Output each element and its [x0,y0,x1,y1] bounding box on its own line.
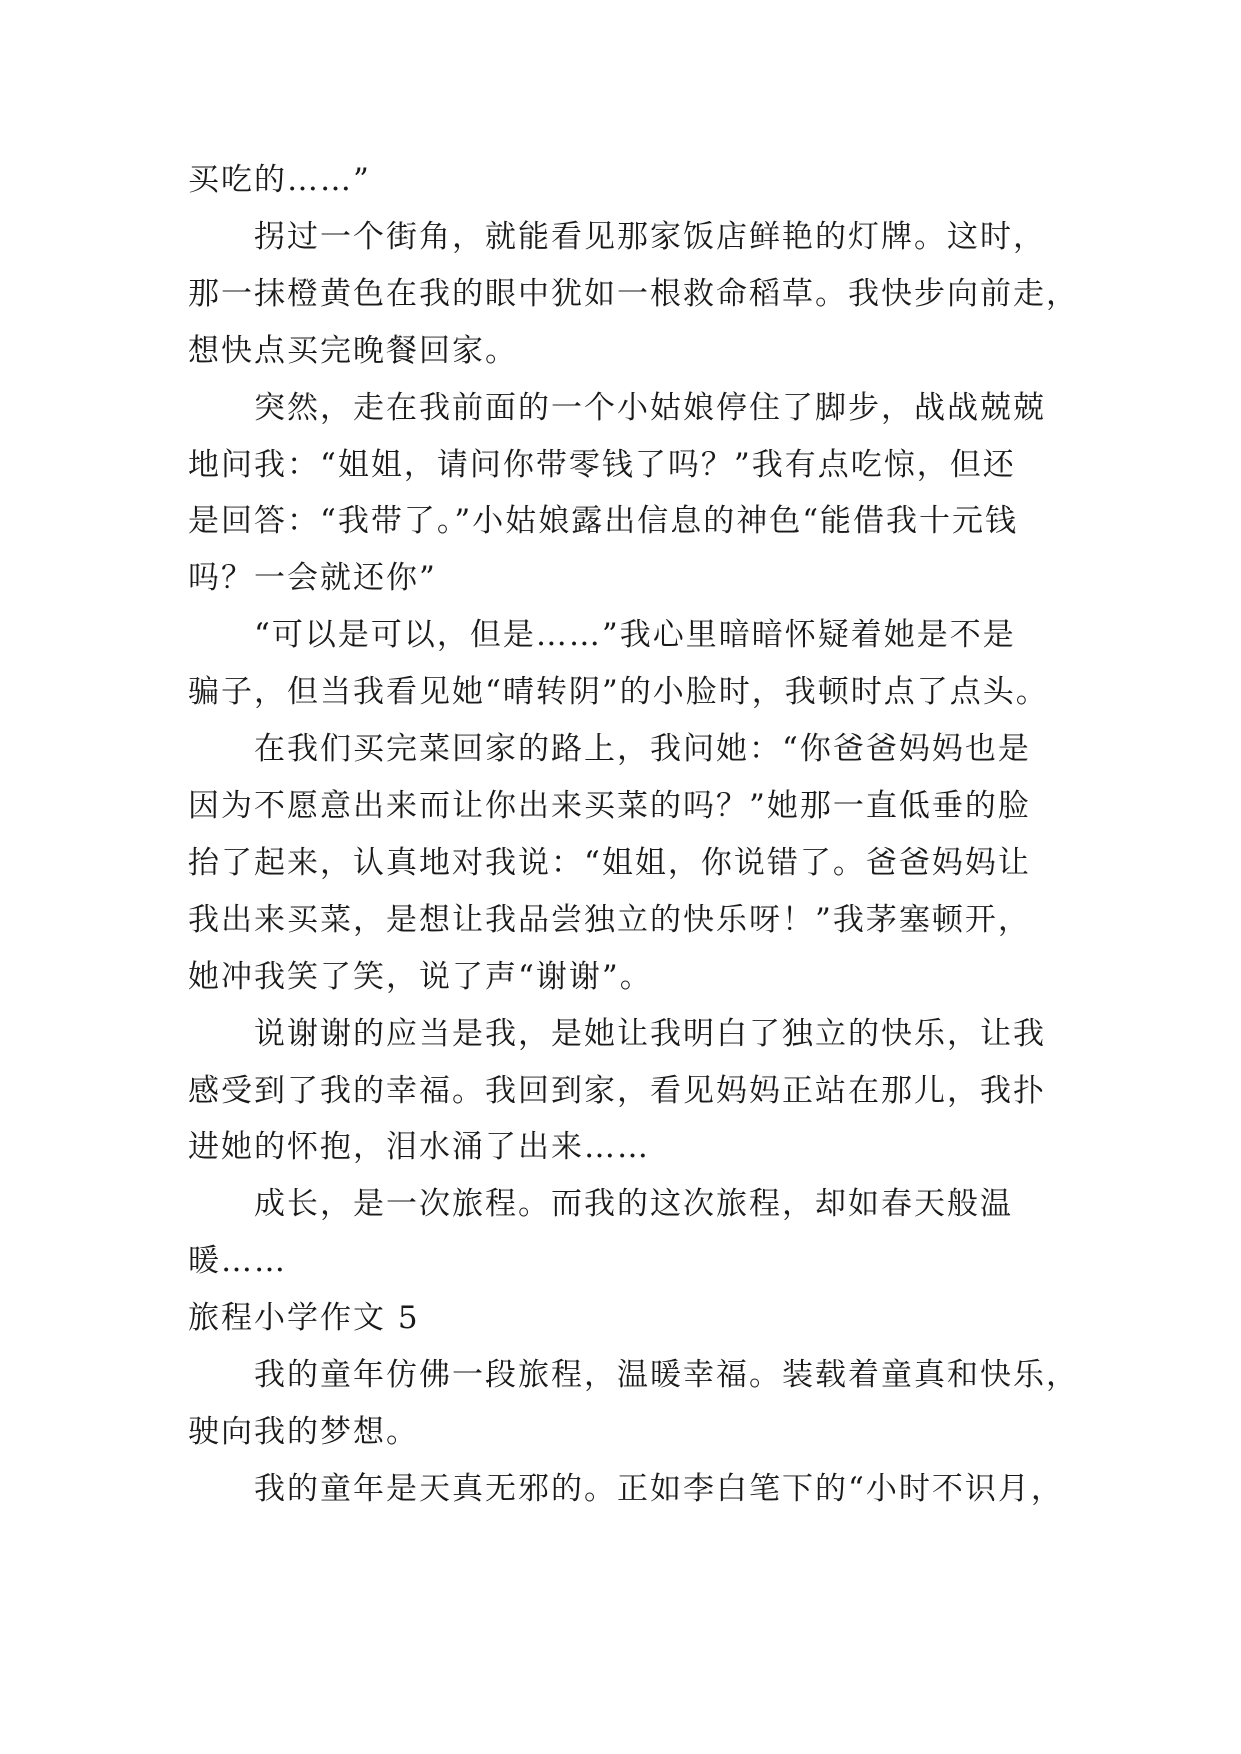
paragraph-4 [188,607,1088,721]
text-line: 骗子，但当我看见她“晴转阴”的小脸时，我顿时点了点头。 [188,674,1049,711]
text-line: 在我们买完菜回家的路上，我问她：“你爸爸妈妈也是 [254,731,1031,768]
paragraph-9 [188,1461,1088,1518]
text-line: 吗？一会就还你” [188,560,437,597]
paragraph-8 [188,1347,1088,1461]
text-line: 进她的怀抱，泪水涌了出来…… [188,1129,650,1166]
text-line: “可以是可以，但是……”我心里暗暗怀疑着她是不是 [254,617,1016,654]
text-line: 她冲我笑了笑，说了声“谢谢”。 [188,958,653,995]
text-line: 我的童年是天真无邪的。正如李白笔下的“小时不识月， [254,1470,1064,1507]
text-line: 是回答：“我带了。”小姑娘露出信息的神色“能借我十元钱 [188,503,1019,540]
text-line: 我的童年仿佛一段旅程，温暖幸福。装载着童真和快乐， [254,1357,1079,1394]
paragraph-6 [188,1006,1088,1177]
text-line: 暖…… [188,1243,287,1280]
text-line: 驶向我的梦想。 [188,1413,419,1450]
text-line: 那一抹橙黄色在我的眼中犹如一根救命稻草。我快步向前走， [188,275,1079,312]
text-line: 成长，是一次旅程。而我的这次旅程，却如春天般温 [254,1186,1013,1223]
paragraph-3 [188,380,1088,608]
paragraph-5 [188,721,1088,1006]
paragraph-1 [188,152,1088,209]
text-line: 感受到了我的幸福。我回到家，看见妈妈正站在那儿，我扑 [188,1072,1046,1109]
text-line: 拐过一个街角，就能看见那家饭店鲜艳的灯牌。这时， [254,218,1046,255]
text-line: 说谢谢的应当是我，是她让我明白了独立的快乐，让我 [254,1015,1046,1052]
text-line: 买吃的……” [188,162,371,198]
section-heading [188,1290,1088,1347]
paragraph-2 [188,209,1088,380]
text-line: 突然，走在我前面的一个小姑娘停住了脚步，战战兢兢 [254,389,1046,426]
text-line: 地问我：“姐姐，请问你带零钱了吗？”我有点吃惊，但还 [188,446,1016,483]
heading-text: 旅程小学作文 5 [188,1300,420,1337]
text-line: 因为不愿意出来而让你出来买菜的吗？”她那一直低垂的脸 [188,787,1031,824]
document-body [188,152,1088,1518]
text-line: 抬了起来，认真地对我说：“姐姐，你说错了。爸爸妈妈让 [188,844,1031,881]
text-line: 想快点买完晚餐回家。 [188,332,518,369]
text-line: 我出来买菜，是想让我品尝独立的快乐呀！”我茅塞顿开， [188,901,1031,938]
paragraph-7 [188,1176,1088,1290]
